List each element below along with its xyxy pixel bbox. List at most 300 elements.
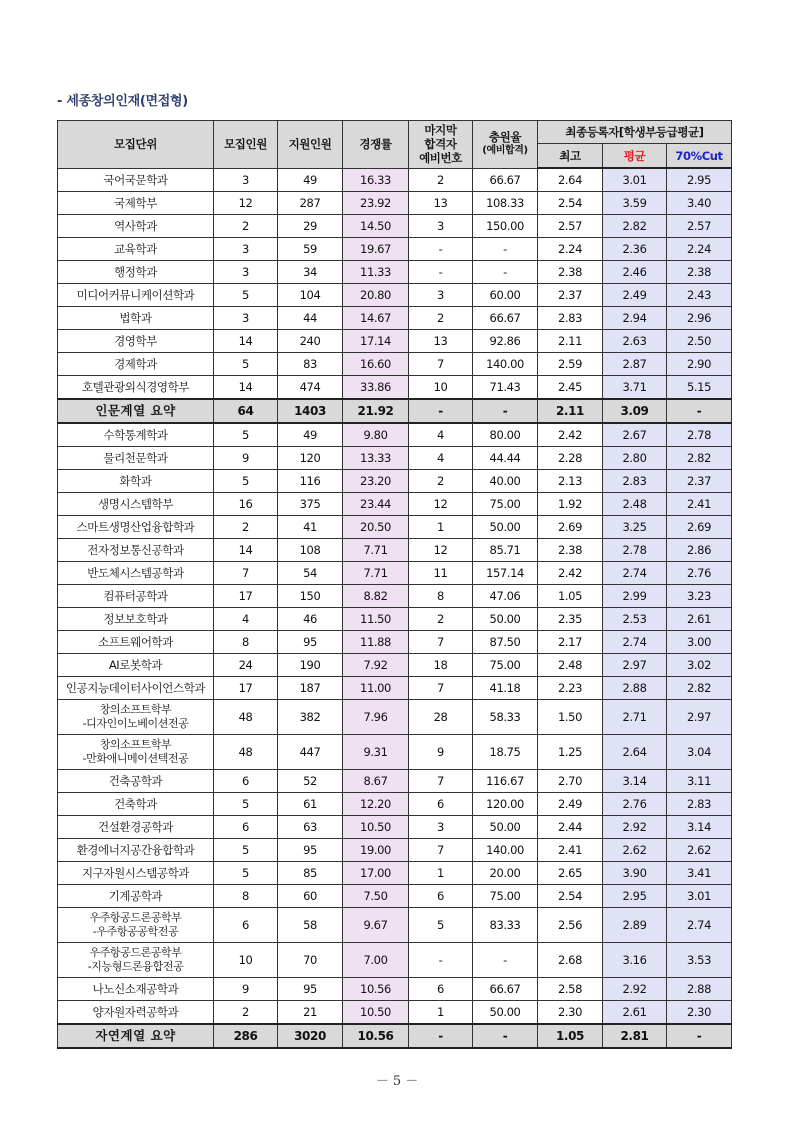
quota-cell: 4 xyxy=(214,608,278,631)
table-row xyxy=(58,493,732,516)
applicants-cell: 120 xyxy=(278,447,343,470)
fill-rate-cell: - xyxy=(473,943,538,978)
dept-cell: 인문계열 요약 xyxy=(58,399,214,423)
ratio-cell: 17.14 xyxy=(343,330,409,353)
cut70-grade-cell: 3.02 xyxy=(667,654,732,677)
fill-rate-cell: 60.00 xyxy=(473,284,538,307)
table-row xyxy=(58,447,732,470)
quota-cell: 17 xyxy=(214,585,278,608)
avg-grade-cell: 3.90 xyxy=(603,862,667,885)
quota-cell: 9 xyxy=(214,978,278,1001)
header-last-waitlist xyxy=(409,121,473,169)
dept-cell: 국제학부 xyxy=(58,192,214,215)
dept-cell: 경영학부 xyxy=(58,330,214,353)
quota-cell: 5 xyxy=(214,284,278,307)
max-grade-cell: 2.70 xyxy=(538,770,603,793)
ratio-cell: 10.56 xyxy=(343,978,409,1001)
header-fill-rate-line2: (예비합격) xyxy=(482,145,528,157)
ratio-cell: 14.50 xyxy=(343,215,409,238)
cut70-grade-cell: 2.24 xyxy=(667,238,732,261)
applicants-cell: 44 xyxy=(278,307,343,330)
dept-cell: 수학통계학과 xyxy=(58,423,214,447)
avg-grade-cell: 2.53 xyxy=(603,608,667,631)
avg-grade-cell: 2.61 xyxy=(603,1001,667,1025)
fill-rate-cell: 75.00 xyxy=(473,493,538,516)
quota-cell: 48 xyxy=(214,735,278,770)
fill-rate-cell: 50.00 xyxy=(473,516,538,539)
waitlist-cell: 12 xyxy=(409,493,473,516)
avg-grade-cell: 2.95 xyxy=(603,885,667,908)
ratio-cell: 33.86 xyxy=(343,376,409,400)
fill-rate-cell: 150.00 xyxy=(473,215,538,238)
table-row xyxy=(58,307,732,330)
fill-rate-cell: 18.75 xyxy=(473,735,538,770)
table-row xyxy=(58,654,732,677)
ratio-cell: 10.50 xyxy=(343,816,409,839)
fill-rate-cell: 66.67 xyxy=(473,307,538,330)
avg-grade-cell: 2.76 xyxy=(603,793,667,816)
dept-name-line2: -우주항공공학전공 xyxy=(92,925,179,938)
waitlist-cell: 11 xyxy=(409,562,473,585)
table-row xyxy=(58,1001,732,1025)
header-last-waitlist-line3: 예비번호 xyxy=(419,151,462,166)
max-grade-cell: 1.92 xyxy=(538,493,603,516)
ratio-cell: 12.20 xyxy=(343,793,409,816)
table-row xyxy=(58,735,732,770)
quota-cell: 64 xyxy=(214,399,278,423)
waitlist-cell: 2 xyxy=(409,168,473,192)
quota-cell: 17 xyxy=(214,677,278,700)
cut70-grade-cell: 5.15 xyxy=(667,376,732,400)
header-applicants: 지원인원 xyxy=(278,121,343,169)
cut70-grade-cell: - xyxy=(667,399,732,423)
applicants-cell: 375 xyxy=(278,493,343,516)
fill-rate-cell: 40.00 xyxy=(473,470,538,493)
applicants-cell: 54 xyxy=(278,562,343,585)
applicants-cell: 382 xyxy=(278,700,343,735)
ratio-cell: 10.50 xyxy=(343,1001,409,1025)
fill-rate-cell: - xyxy=(473,238,538,261)
waitlist-cell: 13 xyxy=(409,330,473,353)
applicants-cell: 474 xyxy=(278,376,343,400)
dept-cell: 나노신소재공학과 xyxy=(58,978,214,1001)
table-row xyxy=(58,562,732,585)
dept-cell: 법학과 xyxy=(58,307,214,330)
dept-cell: 반도체시스템공학과 xyxy=(58,562,214,585)
waitlist-cell: 10 xyxy=(409,376,473,400)
waitlist-cell: 13 xyxy=(409,192,473,215)
summary-row xyxy=(58,1024,732,1048)
cut70-grade-cell: 2.82 xyxy=(667,677,732,700)
ratio-cell: 11.33 xyxy=(343,261,409,284)
ratio-cell: 9.31 xyxy=(343,735,409,770)
waitlist-cell: 7 xyxy=(409,631,473,654)
table-row xyxy=(58,376,732,400)
quota-cell: 5 xyxy=(214,862,278,885)
dept-cell xyxy=(58,943,214,978)
ratio-cell: 23.92 xyxy=(343,192,409,215)
fill-rate-cell: 71.43 xyxy=(473,376,538,400)
table-row xyxy=(58,261,732,284)
table-row xyxy=(58,631,732,654)
fill-rate-cell: 87.50 xyxy=(473,631,538,654)
table-row xyxy=(58,700,732,735)
waitlist-cell: 7 xyxy=(409,353,473,376)
ratio-cell: 11.00 xyxy=(343,677,409,700)
avg-grade-cell: 3.59 xyxy=(603,192,667,215)
waitlist-cell: 7 xyxy=(409,770,473,793)
avg-grade-cell: 2.92 xyxy=(603,816,667,839)
cut70-grade-cell: 2.96 xyxy=(667,307,732,330)
applicants-cell: 104 xyxy=(278,284,343,307)
avg-grade-cell: 2.92 xyxy=(603,978,667,1001)
dept-cell: AI로봇학과 xyxy=(58,654,214,677)
waitlist-cell: 7 xyxy=(409,839,473,862)
fill-rate-cell: 120.00 xyxy=(473,793,538,816)
ratio-cell: 9.80 xyxy=(343,423,409,447)
cut70-grade-cell: 2.62 xyxy=(667,839,732,862)
avg-grade-cell: 2.74 xyxy=(603,562,667,585)
waitlist-cell: 5 xyxy=(409,908,473,943)
quota-cell: 5 xyxy=(214,470,278,493)
fill-rate-cell: 75.00 xyxy=(473,654,538,677)
avg-grade-cell: 2.99 xyxy=(603,585,667,608)
dept-cell: 행정학과 xyxy=(58,261,214,284)
table-body xyxy=(58,168,732,1048)
quota-cell: 6 xyxy=(214,816,278,839)
ratio-cell: 7.71 xyxy=(343,562,409,585)
table-row xyxy=(58,585,732,608)
quota-cell: 286 xyxy=(214,1024,278,1048)
quota-cell: 9 xyxy=(214,447,278,470)
avg-grade-cell: 2.46 xyxy=(603,261,667,284)
fill-rate-cell: 66.67 xyxy=(473,168,538,192)
avg-grade-cell: 3.71 xyxy=(603,376,667,400)
dept-cell: 국어국문학과 xyxy=(58,168,214,192)
table-row xyxy=(58,470,732,493)
cut70-grade-cell: 2.95 xyxy=(667,168,732,192)
avg-grade-cell: 2.67 xyxy=(603,423,667,447)
cut70-grade-cell: 2.88 xyxy=(667,978,732,1001)
applicants-cell: 190 xyxy=(278,654,343,677)
table-row xyxy=(58,908,732,943)
quota-cell: 48 xyxy=(214,700,278,735)
header-avg: 평균 xyxy=(603,144,667,169)
quota-cell: 3 xyxy=(214,261,278,284)
max-grade-cell: 2.11 xyxy=(538,399,603,423)
table-row xyxy=(58,608,732,631)
dept-cell: 환경에너지공간융합학과 xyxy=(58,839,214,862)
max-grade-cell: 2.35 xyxy=(538,608,603,631)
fill-rate-cell: 83.33 xyxy=(473,908,538,943)
avg-grade-cell: 3.01 xyxy=(603,168,667,192)
table-row xyxy=(58,215,732,238)
applicants-cell: 29 xyxy=(278,215,343,238)
dept-cell: 교육학과 xyxy=(58,238,214,261)
max-grade-cell: 1.25 xyxy=(538,735,603,770)
ratio-cell: 9.67 xyxy=(343,908,409,943)
dept-cell: 지구자원시스템공학과 xyxy=(58,862,214,885)
ratio-cell: 7.71 xyxy=(343,539,409,562)
avg-grade-cell: 2.74 xyxy=(603,631,667,654)
waitlist-cell: 3 xyxy=(409,816,473,839)
max-grade-cell: 2.17 xyxy=(538,631,603,654)
dept-cell: 자연계열 요약 xyxy=(58,1024,214,1048)
applicants-cell: 49 xyxy=(278,423,343,447)
max-grade-cell: 2.56 xyxy=(538,908,603,943)
ratio-cell: 7.92 xyxy=(343,654,409,677)
fill-rate-cell: - xyxy=(473,1024,538,1048)
avg-grade-cell: 2.87 xyxy=(603,353,667,376)
dept-cell: 컴퓨터공학과 xyxy=(58,585,214,608)
fill-rate-cell: 140.00 xyxy=(473,839,538,862)
max-grade-cell: 2.54 xyxy=(538,885,603,908)
max-grade-cell: 2.57 xyxy=(538,215,603,238)
ratio-cell: 23.20 xyxy=(343,470,409,493)
applicants-cell: 59 xyxy=(278,238,343,261)
header-quota: 모집인원 xyxy=(214,121,278,169)
fill-rate-cell: 92.86 xyxy=(473,330,538,353)
avg-grade-cell: 2.48 xyxy=(603,493,667,516)
ratio-cell: 11.88 xyxy=(343,631,409,654)
ratio-cell: 7.00 xyxy=(343,943,409,978)
dept-cell: 정보보호학과 xyxy=(58,608,214,631)
dept-name-line2: -지능형드론융합전공 xyxy=(87,960,184,973)
avg-grade-cell: 2.88 xyxy=(603,677,667,700)
avg-grade-cell: 2.81 xyxy=(603,1024,667,1048)
cut70-grade-cell: 2.83 xyxy=(667,793,732,816)
cut70-grade-cell: 2.37 xyxy=(667,470,732,493)
applicants-cell: 60 xyxy=(278,885,343,908)
applicants-cell: 150 xyxy=(278,585,343,608)
fill-rate-cell: 58.33 xyxy=(473,700,538,735)
table-row xyxy=(58,238,732,261)
waitlist-cell: 6 xyxy=(409,793,473,816)
cut70-grade-cell: 2.41 xyxy=(667,493,732,516)
max-grade-cell: 2.30 xyxy=(538,1001,603,1025)
ratio-cell: 7.96 xyxy=(343,700,409,735)
applicants-cell: 108 xyxy=(278,539,343,562)
waitlist-cell: 1 xyxy=(409,516,473,539)
applicants-cell: 95 xyxy=(278,978,343,1001)
waitlist-cell: 4 xyxy=(409,423,473,447)
cut70-grade-cell: 3.00 xyxy=(667,631,732,654)
dept-cell: 소프트웨어학과 xyxy=(58,631,214,654)
waitlist-cell: 1 xyxy=(409,1001,473,1025)
waitlist-cell: 6 xyxy=(409,885,473,908)
cut70-grade-cell: 2.61 xyxy=(667,608,732,631)
table-row xyxy=(58,192,732,215)
table-row xyxy=(58,330,732,353)
table-row xyxy=(58,168,732,192)
quota-cell: 24 xyxy=(214,654,278,677)
table-row xyxy=(58,793,732,816)
cut70-grade-cell: 2.86 xyxy=(667,539,732,562)
fill-rate-cell: 108.33 xyxy=(473,192,538,215)
waitlist-cell: - xyxy=(409,1024,473,1048)
ratio-cell: 8.67 xyxy=(343,770,409,793)
applicants-cell: 240 xyxy=(278,330,343,353)
dept-cell: 스마트생명산업융합학과 xyxy=(58,516,214,539)
max-grade-cell: 2.64 xyxy=(538,168,603,192)
max-grade-cell: 2.49 xyxy=(538,793,603,816)
cut70-grade-cell: 2.57 xyxy=(667,215,732,238)
waitlist-cell: 2 xyxy=(409,470,473,493)
quota-cell: 5 xyxy=(214,793,278,816)
dept-cell: 기계공학과 xyxy=(58,885,214,908)
max-grade-cell: 2.68 xyxy=(538,943,603,978)
fill-rate-cell: 50.00 xyxy=(473,816,538,839)
ratio-cell: 21.92 xyxy=(343,399,409,423)
max-grade-cell: 2.11 xyxy=(538,330,603,353)
table-row xyxy=(58,539,732,562)
avg-grade-cell: 2.89 xyxy=(603,908,667,943)
applicants-cell: 52 xyxy=(278,770,343,793)
ratio-cell: 16.60 xyxy=(343,353,409,376)
quota-cell: 3 xyxy=(214,307,278,330)
fill-rate-cell: 47.06 xyxy=(473,585,538,608)
waitlist-cell: 2 xyxy=(409,608,473,631)
quota-cell: 2 xyxy=(214,516,278,539)
header-cut70: 70%Cut xyxy=(667,144,732,169)
max-grade-cell: 2.37 xyxy=(538,284,603,307)
max-grade-cell: 2.44 xyxy=(538,816,603,839)
max-grade-cell: 2.41 xyxy=(538,839,603,862)
avg-grade-cell: 3.14 xyxy=(603,770,667,793)
page-number: － 5 － xyxy=(375,1074,419,1089)
cut70-grade-cell: 3.11 xyxy=(667,770,732,793)
applicants-cell: 63 xyxy=(278,816,343,839)
cut70-grade-cell: - xyxy=(667,1024,732,1048)
fill-rate-cell: - xyxy=(473,399,538,423)
dept-name-line2: -디자인이노베이션전공 xyxy=(82,717,189,730)
applicants-cell: 1403 xyxy=(278,399,343,423)
avg-grade-cell: 2.82 xyxy=(603,215,667,238)
waitlist-cell: 12 xyxy=(409,539,473,562)
cut70-grade-cell: 3.40 xyxy=(667,192,732,215)
cut70-grade-cell: 2.78 xyxy=(667,423,732,447)
applicants-cell: 3020 xyxy=(278,1024,343,1048)
quota-cell: 3 xyxy=(214,238,278,261)
table-row xyxy=(58,978,732,1001)
avg-grade-cell: 2.36 xyxy=(603,238,667,261)
quota-cell: 5 xyxy=(214,839,278,862)
avg-grade-cell: 2.62 xyxy=(603,839,667,862)
dept-name-line1: 창의소프트학부 xyxy=(99,738,172,751)
ratio-cell: 16.33 xyxy=(343,168,409,192)
applicants-cell: 46 xyxy=(278,608,343,631)
table-row xyxy=(58,885,732,908)
fill-rate-cell: 85.71 xyxy=(473,539,538,562)
max-grade-cell: 2.59 xyxy=(538,353,603,376)
fill-rate-cell: - xyxy=(473,261,538,284)
quota-cell: 8 xyxy=(214,631,278,654)
waitlist-cell: 8 xyxy=(409,585,473,608)
ratio-cell: 14.67 xyxy=(343,307,409,330)
header-last-waitlist-line1: 마지막 xyxy=(424,123,457,138)
avg-grade-cell: 2.97 xyxy=(603,654,667,677)
avg-grade-cell: 2.63 xyxy=(603,330,667,353)
table-row xyxy=(58,816,732,839)
dept-cell: 미디어커뮤니케이션학과 xyxy=(58,284,214,307)
ratio-cell: 23.44 xyxy=(343,493,409,516)
max-grade-cell: 2.48 xyxy=(538,654,603,677)
table-row xyxy=(58,862,732,885)
fill-rate-cell: 50.00 xyxy=(473,608,538,631)
max-grade-cell: 2.58 xyxy=(538,978,603,1001)
applicants-cell: 85 xyxy=(278,862,343,885)
quota-cell: 12 xyxy=(214,192,278,215)
ratio-cell: 8.82 xyxy=(343,585,409,608)
avg-grade-cell: 2.80 xyxy=(603,447,667,470)
waitlist-cell: 28 xyxy=(409,700,473,735)
quota-cell: 8 xyxy=(214,885,278,908)
cut70-grade-cell: 2.97 xyxy=(667,700,732,735)
cut70-grade-cell: 3.04 xyxy=(667,735,732,770)
cut70-grade-cell: 2.30 xyxy=(667,1001,732,1025)
ratio-cell: 11.50 xyxy=(343,608,409,631)
cut70-grade-cell: 3.01 xyxy=(667,885,732,908)
cut70-grade-cell: 2.50 xyxy=(667,330,732,353)
fill-rate-cell: 80.00 xyxy=(473,423,538,447)
applicants-cell: 447 xyxy=(278,735,343,770)
quota-cell: 3 xyxy=(214,168,278,192)
applicants-cell: 58 xyxy=(278,908,343,943)
ratio-cell: 20.80 xyxy=(343,284,409,307)
cut70-grade-cell: 3.53 xyxy=(667,943,732,978)
quota-cell: 2 xyxy=(214,1001,278,1025)
cut70-grade-cell: 2.74 xyxy=(667,908,732,943)
avg-grade-cell: 3.16 xyxy=(603,943,667,978)
table-row xyxy=(58,770,732,793)
fill-rate-cell: 66.67 xyxy=(473,978,538,1001)
dept-name-line1: 창의소프트학부 xyxy=(99,703,172,716)
cut70-grade-cell: 3.23 xyxy=(667,585,732,608)
avg-grade-cell: 2.94 xyxy=(603,307,667,330)
waitlist-cell: 9 xyxy=(409,735,473,770)
dept-cell: 양자원자력공학과 xyxy=(58,1001,214,1025)
table-row xyxy=(58,943,732,978)
waitlist-cell: 2 xyxy=(409,307,473,330)
cut70-grade-cell: 2.69 xyxy=(667,516,732,539)
dept-cell: 인공지능데이터사이언스학과 xyxy=(58,677,214,700)
dept-name-line1: 우주항공드론공학부 xyxy=(89,911,182,924)
cut70-grade-cell: 2.43 xyxy=(667,284,732,307)
applicants-cell: 83 xyxy=(278,353,343,376)
admissions-results-table xyxy=(57,120,732,1049)
waitlist-cell: 6 xyxy=(409,978,473,1001)
applicants-cell: 41 xyxy=(278,516,343,539)
quota-cell: 6 xyxy=(214,908,278,943)
quota-cell: 14 xyxy=(214,539,278,562)
max-grade-cell: 2.69 xyxy=(538,516,603,539)
applicants-cell: 70 xyxy=(278,943,343,978)
waitlist-cell: - xyxy=(409,943,473,978)
waitlist-cell: 3 xyxy=(409,284,473,307)
avg-grade-cell: 2.83 xyxy=(603,470,667,493)
fill-rate-cell: 20.00 xyxy=(473,862,538,885)
applicants-cell: 61 xyxy=(278,793,343,816)
cut70-grade-cell: 3.41 xyxy=(667,862,732,885)
cut70-grade-cell: 2.90 xyxy=(667,353,732,376)
dept-cell: 건축학과 xyxy=(58,793,214,816)
applicants-cell: 49 xyxy=(278,168,343,192)
fill-rate-cell: 116.67 xyxy=(473,770,538,793)
ratio-cell: 19.00 xyxy=(343,839,409,862)
max-grade-cell: 2.65 xyxy=(538,862,603,885)
dept-cell xyxy=(58,700,214,735)
table-row xyxy=(58,353,732,376)
